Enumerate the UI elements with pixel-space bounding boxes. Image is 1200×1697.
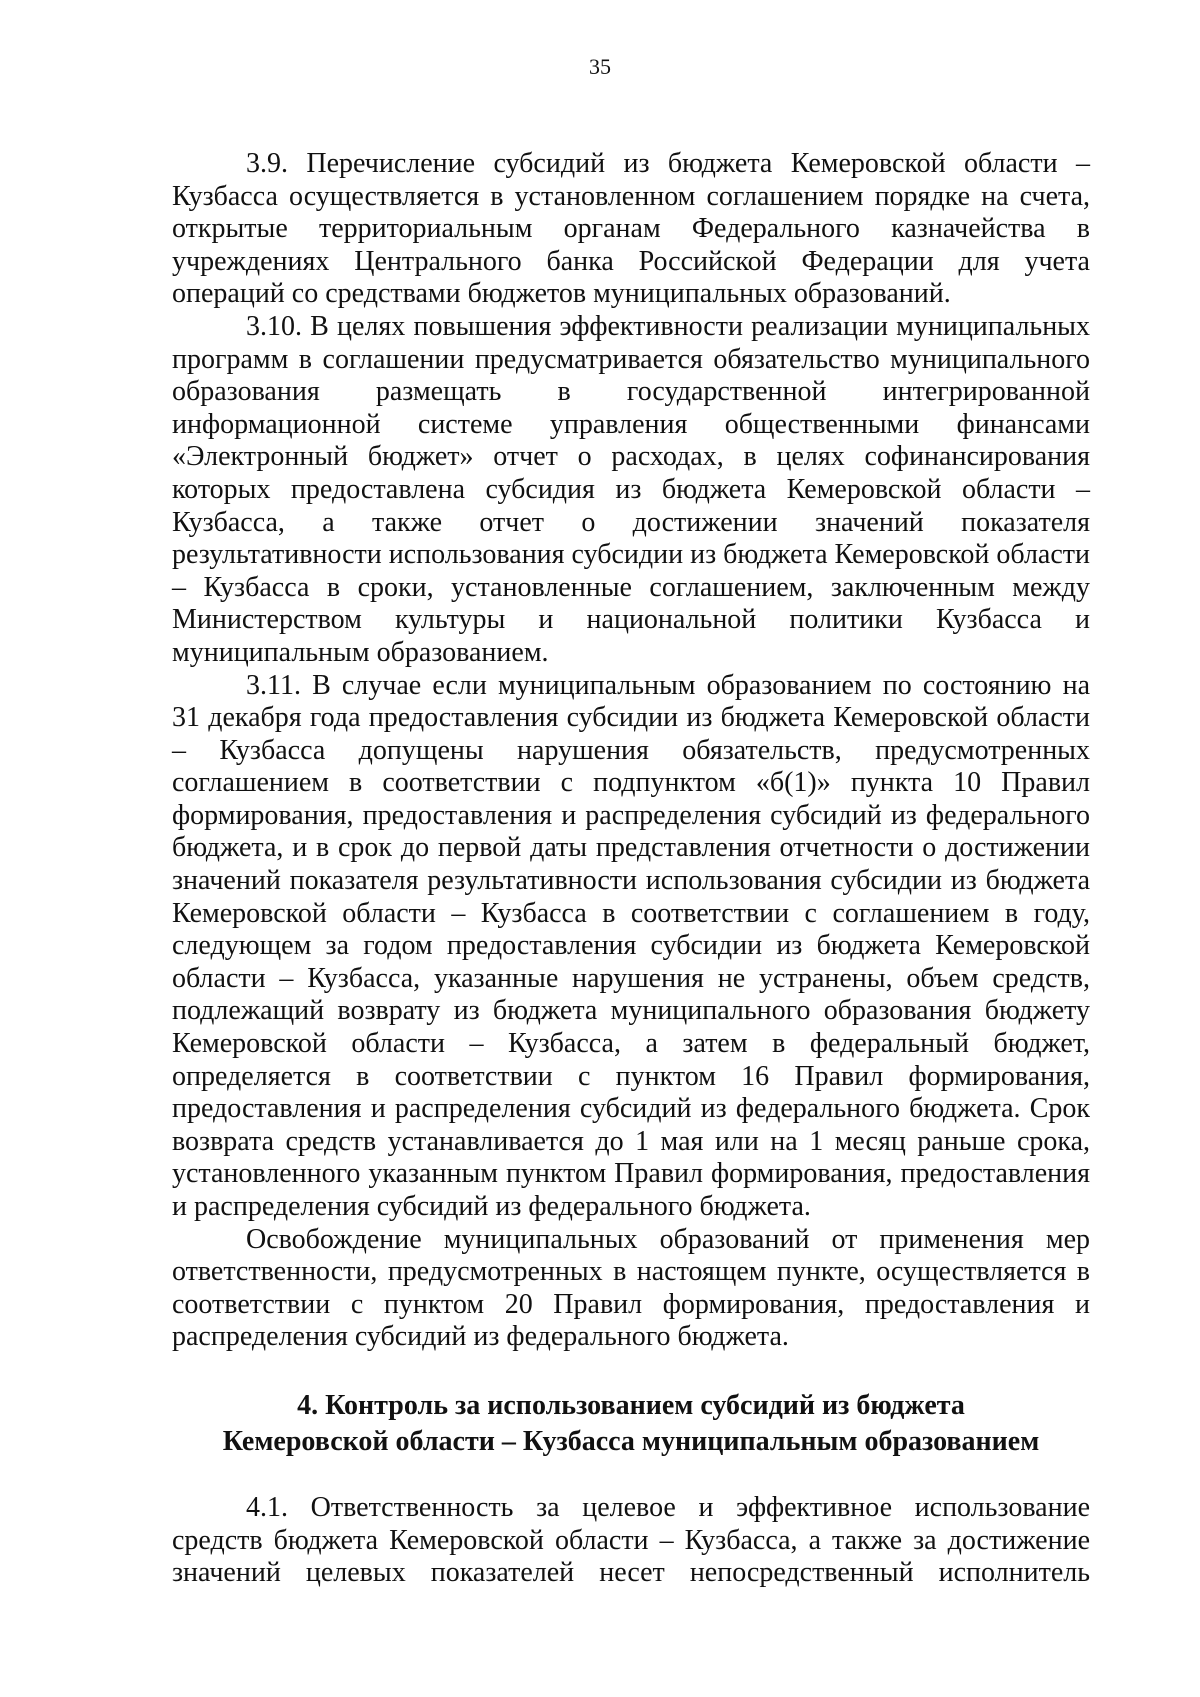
paragraph-4-1: 4.1. Ответственность за целевое и эффективное использование средств бюджета Кемеровской области – Кузбасса, а также за достижение значений целевых показателей несет непосредственный исполнитель <box>172 1491 1090 1589</box>
page-number: 35 <box>589 54 611 79</box>
document-body <box>172 148 1090 1590</box>
paragraph-3-9: 3.9. Перечисление субсидий из бюджета Кемеровской области – Кузбасса осуществляется в установленном соглашением порядке на счета, открытые территориальным органам Федерального казначейства в учреждениях Центрального банка Российской Федерации для учета операций со средствами бюджетов муниципальных образований. <box>172 148 1090 310</box>
paragraph-exemption: Освобождение муниципальных образований от применения мер ответственности, предусмотренных в настоящем пункте, осуществляется в соответствии с пунктом 20 Правил формирования, предоставления и распределения субсидий из федерального бюджета. <box>172 1223 1090 1353</box>
section-heading-line-1: 4. Контроль за использованием субсидий из бюджета <box>297 1389 965 1421</box>
paragraph-3-10: 3.10. В целях повышения эффективности реализации муниципальных программ в соглашении предусматривается обязательство муниципального образования размещать в государственной интегрированной информационной системе управления общественными финансами «Электронный бюджет» отчет о расходах, в целях софинансирования которых предоставлена субсидия из бюджета Кемеровской области – Кузбасса, а также отчет о достижении значений показателя результативности использования субсидии из бюджета Кемеровской области – Кузбасса в сроки, установленные соглашением, заключенным между Министерством культуры и национальной политики Кузбасса и муниципальным образованием. <box>172 310 1090 668</box>
section-heading <box>172 1388 1090 1460</box>
paragraph-3-11: 3.11. В случае если муниципальным образованием по состоянию на 31 декабря года предоставления субсидии из бюджета Кемеровской области – Кузбасса допущены нарушения обязательств, предусмотренных соглашением в соответствии с подпунктом «б(1)» пункта 10 Правил формирования, предоставления и распределения субсидий из федерального бюджета, и в срок до первой даты представления отчетности о достижении значений показателя результативности использования субсидии из бюджета Кемеровской области – Кузбасса в соответствии с соглашением в году, следующем за годом предоставления субсидии из бюджета Кемеровской области – Кузбасса, указанные нарушения не устранены, объем средств, подлежащий возврату из бюджета муниципального образования бюджету Кемеровской области – Кузбасса, а затем в федеральный бюджет, определяется в соответствии с пунктом 16 Правил формирования, предоставления и распределения субсидий из федерального бюджета. Срок возврата средств устанавливается до 1 мая или на 1 месяц раньше срока, установленного указанным пунктом Правил формирования, предоставления и распределения субсидий из федерального бюджета. <box>172 669 1090 1222</box>
section-heading-line-2: Кемеровской области – Кузбасса муниципальным образованием <box>222 1425 1040 1457</box>
